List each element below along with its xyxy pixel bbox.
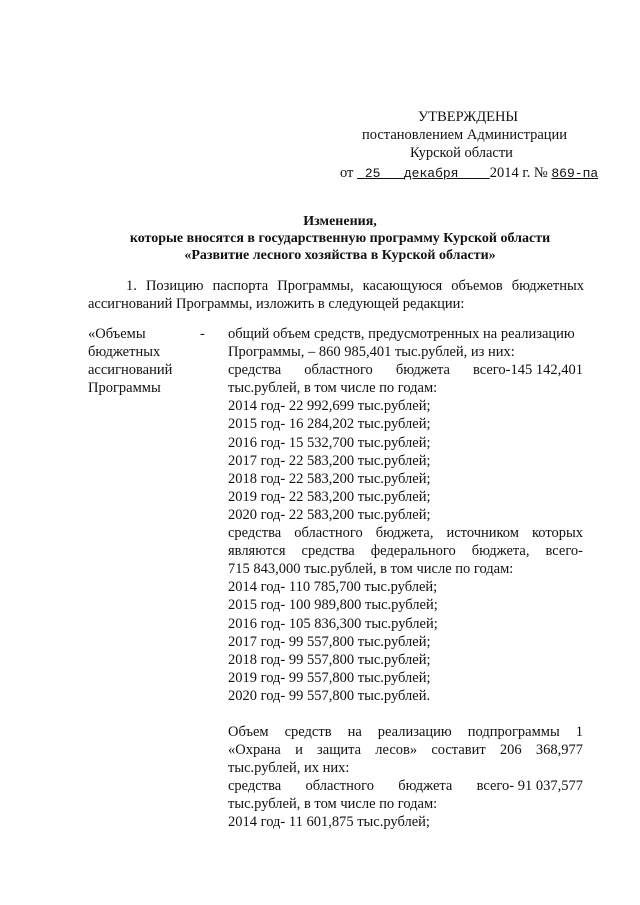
federal-line-2: являются средства федерального бюджета, всего- (228, 543, 583, 560)
sub-regional-word-3: бюджета (398, 778, 453, 795)
regional-word-1: средства (228, 362, 282, 379)
regional-year-row: 2016 год- 15 532,700 тыс.рублей; (228, 434, 431, 451)
regional-line-2: тыс.рублей, в том числе по годам: (228, 380, 438, 397)
regional-word-2: областного (304, 362, 373, 379)
regional-year-row: 2020 год- 22 583,200 тыс.рублей; (228, 506, 431, 523)
sub-regional-total: всего- 91 037,577 (476, 778, 583, 795)
intro-text: 1. Позицию паспорта Программы, касающуюся объемов бюджетных ассигнований Программы, изложить в следующей редакции: (88, 278, 584, 312)
regional-year-row: 2018 год- 22 583,200 тыс.рублей; (228, 470, 431, 487)
passport-label-line: Программы (88, 380, 161, 396)
regional-year-row: 2014 год- 22 992,699 тыс.рублей; (228, 398, 431, 415)
federal-line-3: 715 843,000 тыс.рублей, в том числе по годам: (228, 561, 514, 578)
title-line-3: «Развитие лесного хозяйства в Курской области» (184, 248, 496, 263)
approval-number: 869-па (551, 166, 599, 181)
approval-heading: УТВЕРЖДЕНЫ (418, 109, 519, 125)
passport-label-line: «Объемы (88, 326, 146, 342)
subprogram-year-row: 2014 год- 11 601,875 тыс.рублей; (228, 814, 430, 831)
title-line-1: Изменения, (303, 214, 377, 229)
passport-content (228, 325, 583, 832)
subprogram-line-2: «Охрана и защита лесов» составит 206 368,977 (228, 742, 583, 759)
total-line-1: общий объем средств, предусмотренных на реализацию (228, 326, 575, 342)
federal-year-row: 2016 год- 105 836,300 тыс.рублей; (228, 615, 438, 632)
approval-day: 25 (364, 166, 381, 181)
approval-month: декабря (403, 166, 459, 181)
title-line-2: которые вносятся в государственную программу Курской области (129, 231, 551, 246)
passport-label-line: бюджетных (88, 344, 161, 360)
sub-regional-word-1: средства (228, 778, 282, 795)
document-title (90, 213, 590, 264)
approval-date-prefix: от (340, 165, 354, 181)
intro-paragraph (88, 277, 584, 313)
approval-by-resolution: постановлением Администрации (362, 127, 568, 143)
approval-date-number (340, 164, 598, 183)
federal-year-row: 2019 год- 99 557,800 тыс.рублей; (228, 669, 431, 686)
passport-label (88, 325, 213, 397)
approval-region: Курской области (410, 145, 513, 161)
regional-year-row: 2017 год- 22 583,200 тыс.рублей; (228, 452, 431, 469)
federal-line-1: средства областного бюджета, источником которых (228, 525, 583, 542)
federal-year-row: 2017 год- 99 557,800 тыс.рублей; (228, 633, 431, 650)
federal-year-row: 2014 год- 110 785,700 тыс.рублей; (228, 579, 438, 596)
subprogram-line-3: тыс.рублей, их них: (228, 760, 350, 777)
subprogram-regional-line-2: тыс.рублей, в том числе по годам: (228, 796, 438, 813)
regional-year-row: 2019 год- 22 583,200 тыс.рублей; (228, 488, 431, 505)
passport-dash: - (200, 326, 205, 342)
passport-label-line: ассигнований (88, 362, 173, 378)
section-gap (228, 705, 583, 723)
subprogram-line-1: Объем средств на реализацию подпрограммы 1 (228, 723, 583, 740)
regional-budget-line (228, 361, 583, 379)
federal-year-row: 2018 год- 99 557,800 тыс.рублей; (228, 651, 431, 668)
regional-year-row: 2015 год- 16 284,202 тыс.рублей; (228, 416, 431, 433)
sub-regional-word-2: областного (305, 778, 374, 795)
total-line-2: Программы, – 860 985,401 тыс.рублей, из них: (228, 344, 515, 361)
federal-year-row: 2015 год- 100 989,800 тыс.рублей; (228, 597, 438, 614)
subprogram-regional-line (228, 777, 583, 795)
approval-year: 2014 г. № (489, 165, 548, 181)
regional-total: всего-145 142,401 (473, 362, 583, 379)
federal-year-row: 2020 год- 99 557,800 тыс.рублей. (228, 687, 431, 704)
regional-word-3: бюджета (395, 362, 450, 379)
